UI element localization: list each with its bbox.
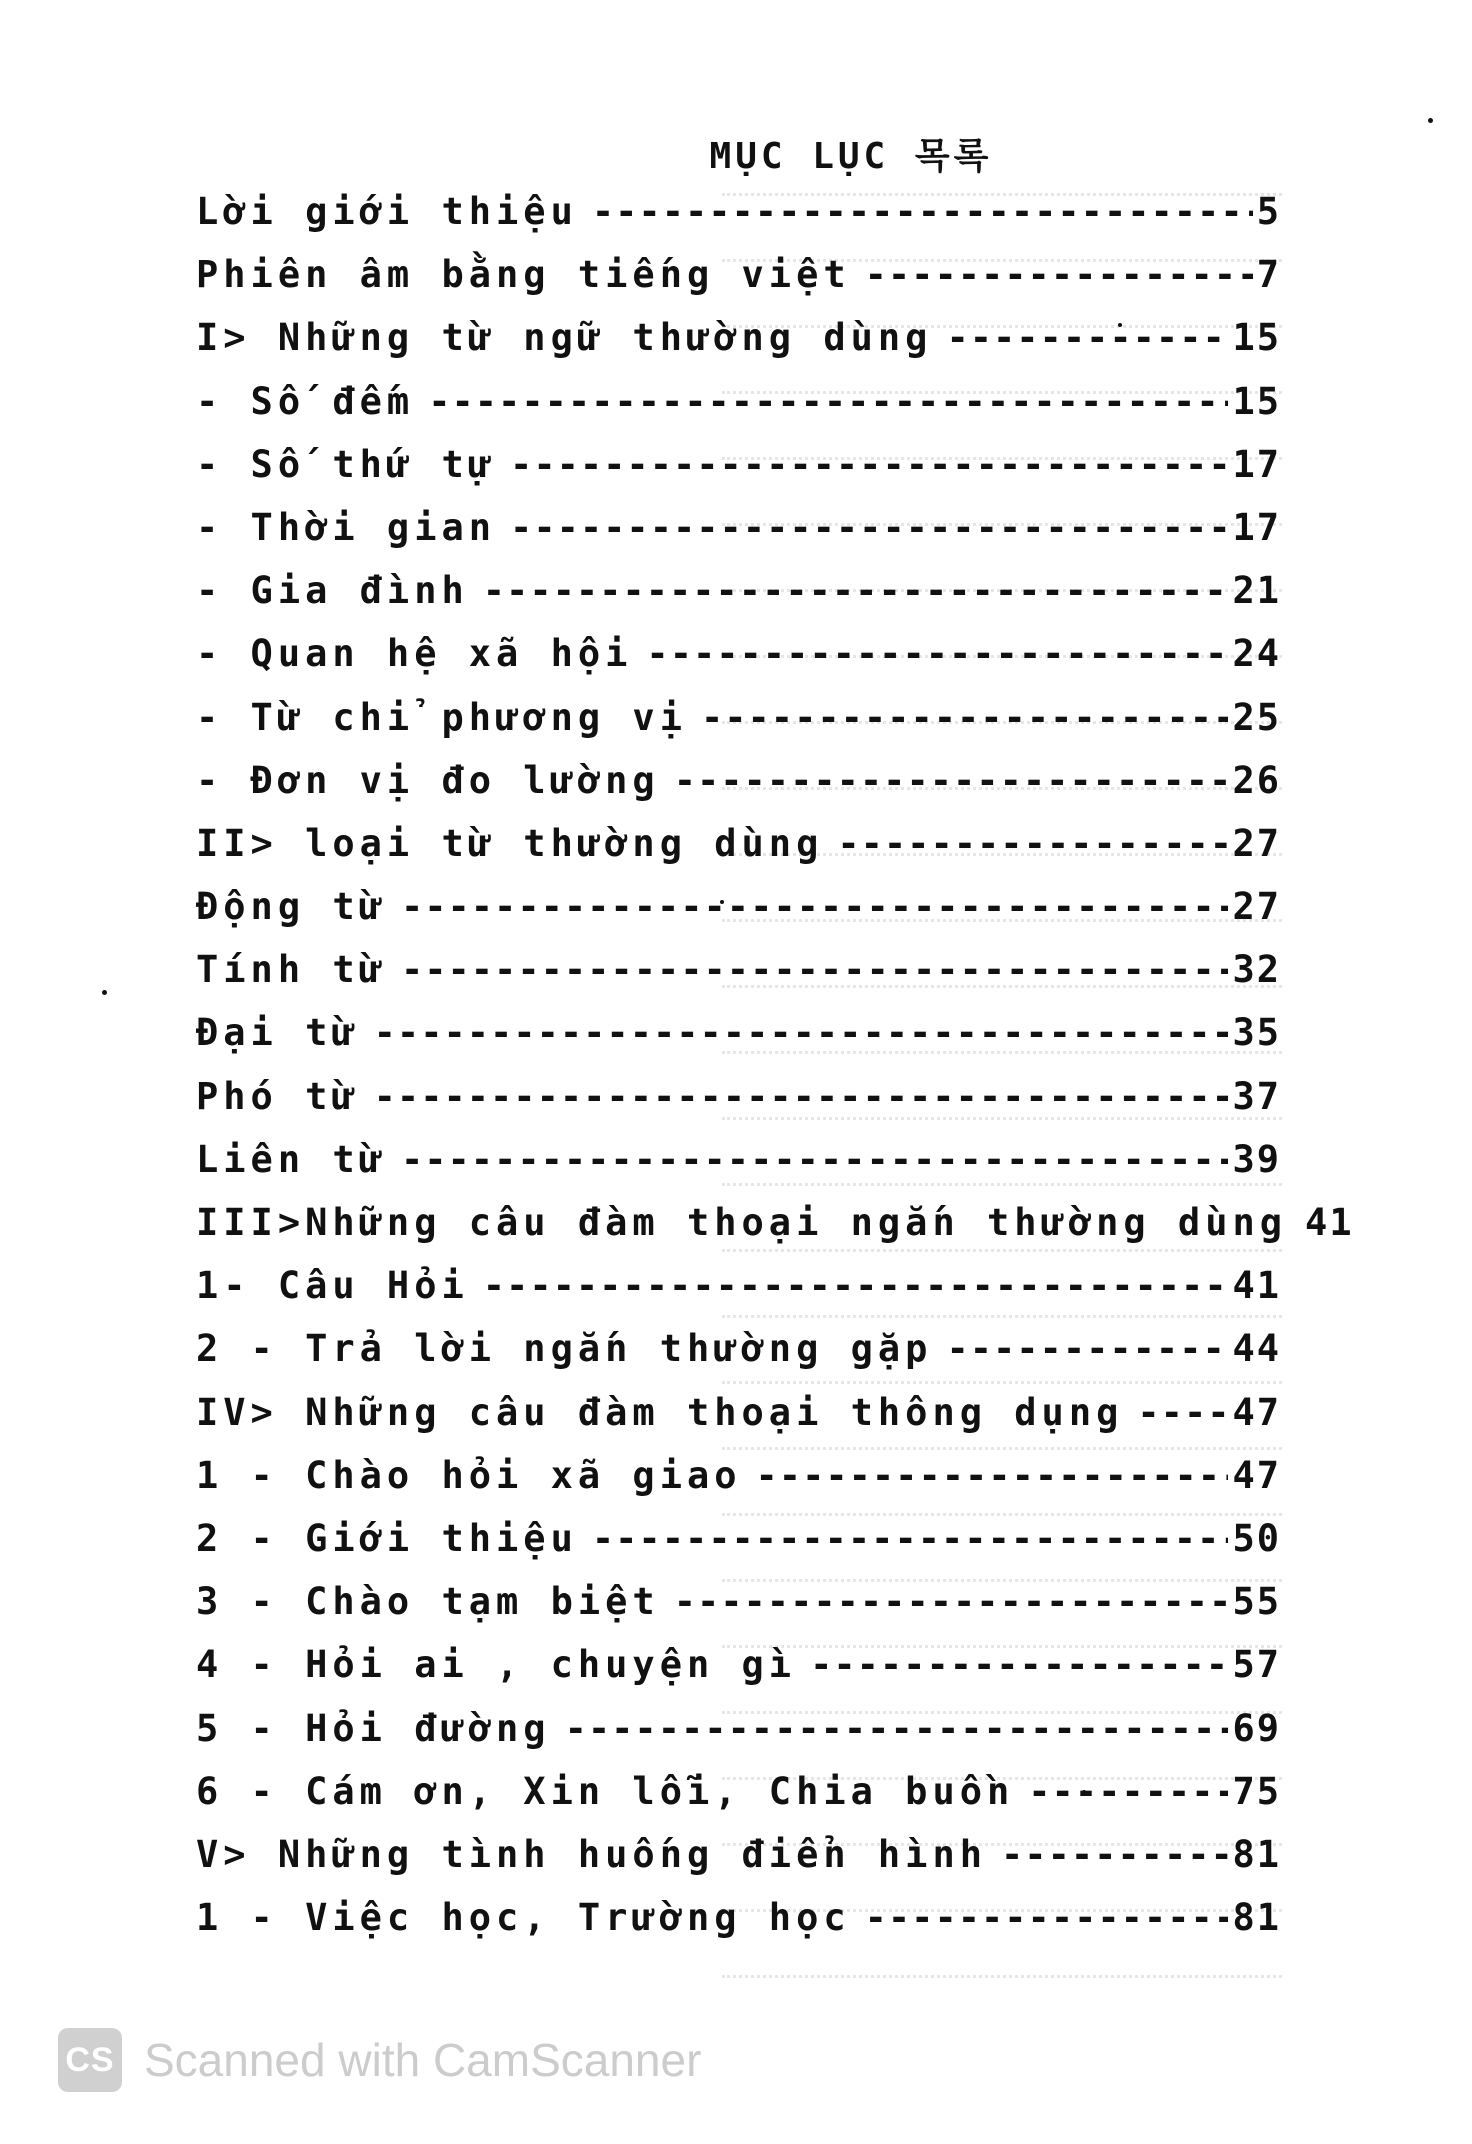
- camscanner-logo: [58, 2028, 122, 2092]
- toc-dash-leader: [701, 696, 1228, 739]
- toc-entry-page-number: 7: [1256, 253, 1281, 297]
- toc-entry-label: 4 - Hỏi ai , chuyện gì: [196, 1643, 797, 1687]
- toc-entry-page-number: 26: [1232, 758, 1281, 802]
- toc-dash-leader: [756, 1454, 1229, 1497]
- toc-entry-page-number: 32: [1232, 948, 1281, 992]
- scan-speck: [1428, 118, 1433, 123]
- toc-entry-page-number: 27: [1232, 885, 1281, 929]
- toc-entry: [196, 822, 1281, 885]
- toc-entry-page-number: 24: [1232, 632, 1281, 676]
- toc-entry: [196, 1138, 1281, 1201]
- toc-dash-leader: [374, 1011, 1229, 1054]
- toc-entry: [196, 1327, 1281, 1390]
- toc-entry: [196, 1580, 1281, 1643]
- toc-entry-label: 2 - Trả lời ngắn thường gặp: [196, 1327, 933, 1371]
- toc-entry-label: 5 - Hỏi đường: [196, 1706, 551, 1750]
- camscanner-watermark: [58, 2028, 701, 2092]
- toc-dash-leader: [1028, 1770, 1228, 1813]
- toc-entry-label: - Gia đình: [196, 569, 469, 613]
- toc-dash-leader: [401, 1138, 1229, 1181]
- toc-dash-leader: [837, 822, 1228, 865]
- toc-entry: [196, 1391, 1281, 1454]
- toc-entry-label: - Quan hệ xã hội: [196, 632, 633, 676]
- toc-entry-page-number: 17: [1232, 442, 1281, 486]
- toc-entry: [196, 1075, 1281, 1138]
- toc-entry-label: 1 - Chào hỏi xã giao: [196, 1453, 742, 1497]
- toc-dash-leader: [374, 1075, 1229, 1118]
- toc-dash-leader: [865, 253, 1253, 296]
- toc-entry-page-number: 44: [1232, 1327, 1281, 1371]
- toc-entry: [196, 1896, 1281, 1959]
- table-of-contents: [196, 190, 1354, 1959]
- toc-entry: [196, 1643, 1281, 1706]
- toc-dash-leader: [483, 1264, 1229, 1307]
- toc-dash-leader: [646, 632, 1228, 675]
- toc-entry: [196, 948, 1281, 1011]
- toc-entry-page-number: 41: [1305, 1201, 1354, 1244]
- toc-entry: [196, 696, 1281, 759]
- toc-dash-leader: [946, 316, 1228, 359]
- toc-entry: [196, 380, 1281, 443]
- toc-entry-label: Động từ: [196, 885, 387, 929]
- toc-entry: [196, 632, 1281, 695]
- toc-entry-label: Phó từ: [196, 1074, 360, 1118]
- toc-entry-page-number: 57: [1232, 1643, 1281, 1687]
- page-title: MỤC LỤC 목록: [709, 136, 993, 177]
- toc-entry-label: V> Những tình huống điển hình: [196, 1832, 988, 1876]
- toc-dash-leader: [674, 759, 1229, 802]
- toc-entry-label: - Số đếm: [196, 379, 415, 423]
- camscanner-text: Scanned with CamScanner: [144, 2034, 702, 2086]
- toc-entry-label: 6 - Cám ơn, Xin lỗi, Chia buồn: [196, 1769, 1015, 1813]
- toc-entry-page-number: 55: [1232, 1580, 1281, 1624]
- toc-entry-page-number: 27: [1232, 821, 1281, 865]
- toc-entry: [196, 1833, 1281, 1896]
- toc-entry-label: I> Những từ ngữ thường dùng: [196, 316, 933, 360]
- toc-entry-page-number: 17: [1232, 505, 1281, 549]
- scan-speck: [102, 990, 107, 995]
- toc-dash-leader: [592, 1517, 1229, 1560]
- toc-entry-label: 3 - Chào tạm biệt: [196, 1580, 660, 1624]
- toc-entry-page-number: 47: [1232, 1390, 1281, 1434]
- toc-entry-page-number: 21: [1232, 569, 1281, 613]
- toc-entry: [196, 1770, 1281, 1833]
- toc-entry: [196, 569, 1281, 632]
- toc-entry: [196, 253, 1281, 316]
- toc-entry: [196, 443, 1281, 506]
- toc-entry-label: - Số thứ tự: [196, 442, 497, 486]
- toc-entry-page-number: 35: [1232, 1011, 1281, 1055]
- toc-dash-leader: [865, 1896, 1229, 1939]
- toc-entry-page-number: 69: [1232, 1706, 1281, 1750]
- toc-dash-leader: [592, 190, 1253, 233]
- toc-entry-page-number: 15: [1232, 379, 1281, 423]
- scan-speck: [1118, 323, 1122, 327]
- toc-entry-label: 1 - Việc học, Trường học: [196, 1896, 851, 1940]
- toc-entry: [196, 1011, 1281, 1074]
- toc-dash-leader: [401, 948, 1229, 991]
- toc-dash-leader: [483, 569, 1229, 612]
- toc-entry-page-number: 81: [1232, 1896, 1281, 1940]
- toc-entry-page-number: 75: [1232, 1769, 1281, 1813]
- toc-entry-page-number: 25: [1232, 695, 1281, 739]
- toc-entry-page-number: 15: [1232, 316, 1281, 360]
- toc-entry: [196, 1707, 1281, 1770]
- toc-entry: [196, 1201, 1354, 1264]
- scan-speck: [1082, 1790, 1086, 1794]
- toc-dash-leader: [565, 1707, 1229, 1750]
- toc-entry: [196, 885, 1281, 948]
- toc-dash-leader: [674, 1580, 1229, 1623]
- toc-entry: [196, 1517, 1281, 1580]
- toc-entry-label: Đại từ: [196, 1011, 360, 1055]
- toc-dash-leader: [510, 443, 1228, 486]
- toc-dash-leader: [510, 506, 1228, 549]
- toc-entry-page-number: 39: [1232, 1137, 1281, 1181]
- toc-entry-label: Phiên âm bằng tiếng việt: [196, 253, 851, 297]
- toc-entry-label: - Từ chỉ phương vị: [196, 695, 687, 739]
- toc-dash-leader: [1137, 1391, 1228, 1434]
- toc-entry: [196, 1454, 1281, 1517]
- toc-entry-page-number: 81: [1232, 1832, 1281, 1876]
- toc-entry-label: III>Những câu đàm thoại ngắn thường dùng: [196, 1201, 1288, 1244]
- toc-entry-label: Tính từ: [196, 948, 387, 992]
- toc-entry-page-number: 37: [1232, 1074, 1281, 1118]
- toc-entry: [196, 506, 1281, 569]
- toc-entry: [196, 1264, 1281, 1327]
- toc-entry-label: 1- Câu Hỏi: [196, 1264, 469, 1308]
- toc-entry-label: IV> Những câu đàm thoại thông dụng: [196, 1390, 1124, 1434]
- scan-speck: [720, 900, 724, 904]
- toc-entry-page-number: 5: [1256, 190, 1281, 233]
- toc-entry-label: - Thời gian: [196, 505, 497, 549]
- toc-dash-leader: [401, 885, 1229, 928]
- toc-entry: [196, 759, 1281, 822]
- toc-entry-label: Liên từ: [196, 1137, 387, 1181]
- toc-entry-page-number: 41: [1232, 1264, 1281, 1308]
- camscanner-logo-text: CS: [65, 2040, 115, 2079]
- toc-entry-label: II> loại từ thường dùng: [196, 821, 824, 865]
- toc-dash-leader: [810, 1643, 1228, 1686]
- toc-dash-leader: [428, 380, 1228, 423]
- toc-entry: [196, 190, 1281, 253]
- toc-entry-label: Lời giới thiệu: [196, 190, 578, 233]
- toc-entry-label: - Đơn vị đo lường: [196, 758, 660, 802]
- toc-entry-page-number: 47: [1232, 1453, 1281, 1497]
- toc-dash-leader: [1001, 1833, 1228, 1876]
- toc-entry-label: 2 - Giới thiệu: [196, 1516, 578, 1560]
- toc-dash-leader: [946, 1327, 1228, 1370]
- toc-entry-page-number: 50: [1232, 1516, 1281, 1560]
